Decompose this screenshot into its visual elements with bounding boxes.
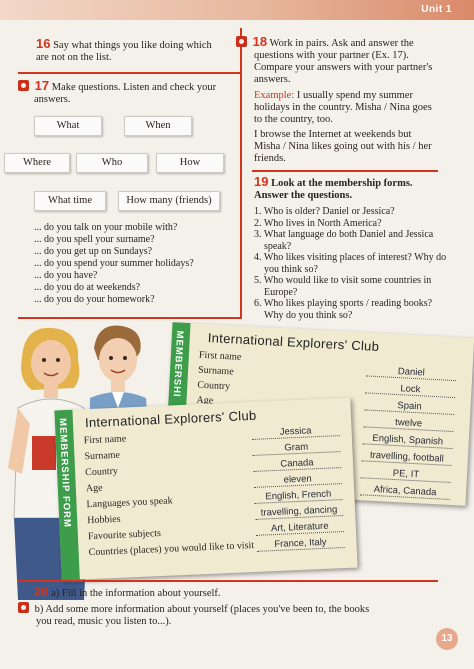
field-label: Age [196,394,214,407]
exercise-18-line2: questions with your partner (Ex. 17). [254,50,409,61]
field-value: Canada [253,456,341,472]
word-box-who: Who [76,153,148,173]
exercise-19 [254,176,450,321]
exercise-18-number: 18 [252,34,268,49]
exercise-17-text-line2: answers. [34,94,71,105]
example-line3: to the country, too. [254,114,333,125]
exercise-16-text-line1: Say what things you like doing which [53,40,212,51]
card-strip-label: MEMBERSHI [170,330,186,398]
field-label: Country [197,379,231,393]
exercise-18 [236,36,456,86]
field-value: English, French [254,488,342,504]
field-label: First name [198,349,242,363]
page-number: 13 [436,628,458,650]
field-value: Gram [252,440,340,456]
word-box-where: Where [4,153,70,173]
unit-label: Unit 1 [421,4,452,15]
example-line2: holidays in the country. Misha / Nina goes [254,102,432,113]
field-value: France, Italy [256,536,344,552]
field-value: eleven [253,472,341,488]
field-label: Age [85,482,103,495]
card-title: International Explorers' Club [84,407,257,431]
list-item: 3. What language do both Daniel and Jessica speak? [254,229,434,252]
list-item: ... do you spell your surname? [34,234,155,245]
field-value: travelling, football [362,449,453,466]
membership-card-jessica [54,398,357,581]
example-line1: I usually spend my summer [294,90,413,101]
list-item: ... do you do at weekends? [34,282,141,293]
field-value: Daniel [366,364,457,381]
exercise-17-number: 17 [34,78,50,93]
field-value: Spain [364,398,455,415]
extra-line2: Misha / Nina likes going out with his / her [254,141,432,152]
field-value: Art, Literature [256,520,344,536]
writing-icon [18,602,29,613]
exercise-18-example [254,90,454,165]
word-box-how-many: How many (friends) [118,191,220,211]
word-box-when: When [124,116,192,136]
list-item: ... do you get up on Sundays? [34,246,153,257]
divider [252,170,438,172]
exercise-18-line1: Work in pairs. Ask and answer the [269,38,414,49]
card-strip-label: MEMBERSHIP FORM [56,417,73,529]
exercise-20-b [18,602,438,628]
word-box-what-time: What time [34,191,106,211]
exercise-19-number: 19 [254,174,269,189]
list-item: 1. Who is older? Daniel or Jessica? [254,206,395,217]
field-value: Lock [365,381,456,398]
list-item: ... do you do your homework? [34,294,155,305]
field-label: Surname [197,364,234,378]
field-value: travelling, dancing [255,504,343,520]
exercise-16-number: 16 [36,36,51,51]
card-title: International Explorers' Club [207,330,380,355]
field-label: Surname [84,449,121,463]
extra-line3: friends. [254,153,286,164]
list-item: ... do you have? [34,270,98,281]
field-label: Countries (places) you would like to visit [88,539,255,559]
list-item: 4. Who likes visiting places of interest? Why do you think so? [254,252,447,275]
unit-header-bar [0,0,474,20]
divider [18,72,240,74]
list-item: ... do you spend your summer holidays? [34,258,194,269]
exercise-17-question-list [34,222,194,306]
list-item: 2. Who lives in North America? [254,217,382,229]
field-label: First name [83,433,127,447]
extra-line1: I browse the Internet at weekends but [254,129,412,140]
word-box-how: How [156,153,224,173]
list-item: 6. Who likes playing sports / reading books? Why do you think so? [254,298,433,321]
exercise-20-part-b-line1: b) Add some more information about yourself (places you've been to, the books [34,604,370,615]
field-value: Jessica [251,424,339,440]
field-value: twelve [363,415,454,432]
field-label: Country [84,465,119,479]
exercise-16-text-line2: are not on the list. [36,52,112,63]
exercise-16 [36,38,236,64]
field-value: Africa, Canada [360,483,451,500]
divider [18,580,438,582]
exercise-18-line3: Compare your answers with your partner's [254,62,433,73]
field-value: PE, IT [361,466,452,483]
exercise-19-questions [254,206,450,321]
exercise-20-part-a: a) Fill in the information about yourself. [51,588,221,599]
field-label: Hobbies [87,513,121,527]
word-box-what: What [34,116,102,136]
example-label: Example: [254,90,295,101]
exercise-17 [18,80,238,106]
list-item: 5. Who would like to visit some countries in Europe? [254,275,432,298]
exercise-18-line4: answers. [254,74,291,85]
list-item: ... do you talk on your mobile with? [34,222,178,233]
field-value: English, Spanish [362,432,453,449]
exercise-20 [34,586,434,600]
audio-cd-icon [18,80,29,91]
exercise-17-text-line1: Make questions. Listen and check your [51,82,217,93]
exercise-20-number: 20 [34,584,49,599]
exercise-19-title-line1: Look at the membership forms. [271,178,413,189]
field-label: Languages you speak [86,495,173,511]
field-label: Favourite subjects [87,528,162,543]
exercise-19-title-line2: Answer the questions. [254,190,353,201]
exercise-20-part-b-line2: you read, music you listen to...). [36,616,172,627]
audio-cd-icon [236,36,247,47]
